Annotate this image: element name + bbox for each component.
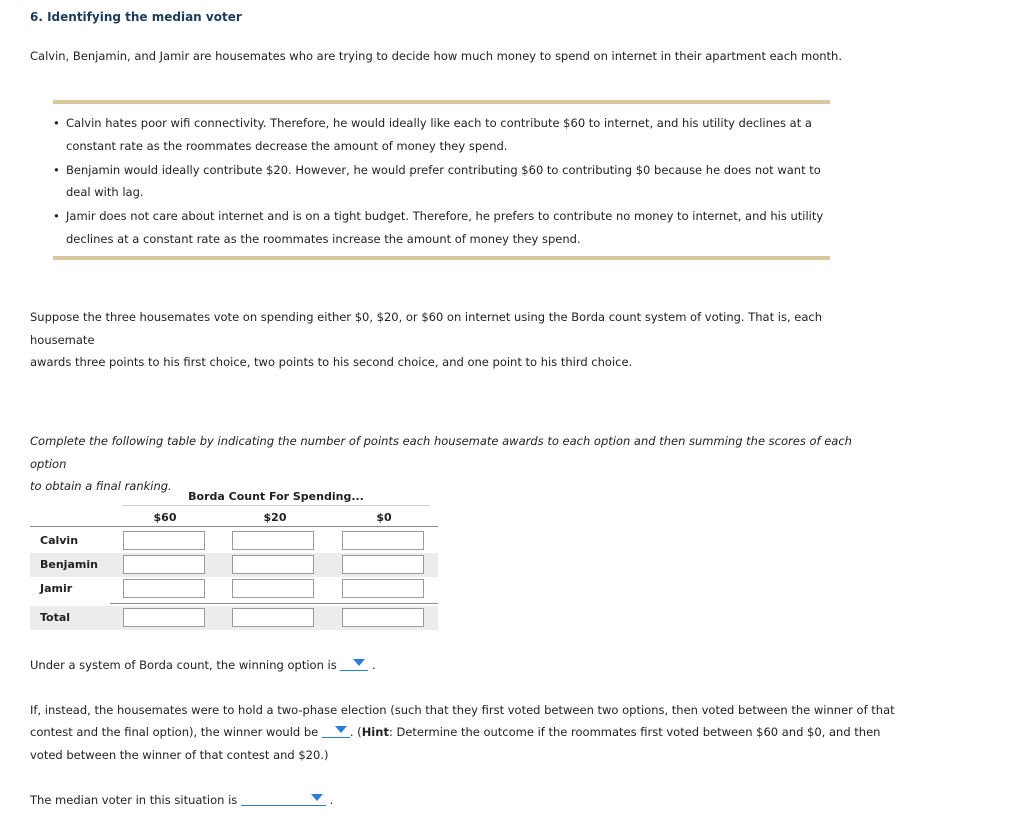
calvin-0-input[interactable]: [342, 531, 424, 550]
row-label-benjamin: Benjamin: [40, 558, 98, 571]
median-voter-text: The median voter in this situation is: [30, 793, 238, 807]
preference-benjamin: [53, 159, 830, 204]
borda-description-line2: awards three points to his first choice, two points to his second choice, and one point to his third choice.: [30, 355, 633, 369]
scenario-bottom-rule: [53, 256, 830, 260]
jamir-0-input[interactable]: [342, 579, 424, 598]
table-row-benjamin: [30, 553, 438, 577]
borda-winner-dropdown[interactable]: [340, 657, 368, 671]
column-header-60: $60: [153, 511, 177, 524]
borda-winner-period: .: [372, 658, 376, 672]
chevron-down-icon: [335, 726, 347, 733]
table-instructions-line2: to obtain a final ranking.: [30, 479, 172, 493]
two-phase-question-line3: voted between the winner of that contest and $20.): [30, 748, 329, 762]
benjamin-0-input[interactable]: [342, 555, 424, 574]
preference-benjamin-line1: Benjamin would ideally contribute $20. However, he would prefer contributing $60 to contributing $0 because he does not want to: [66, 162, 821, 177]
preference-jamir-line2: declines at a constant rate as the roommates increase the amount of money they spend.: [66, 231, 581, 246]
preference-calvin-line1: Calvin hates poor wifi connectivity. Therefore, he would ideally like each to contribute $60 to internet, and his utility declines at a: [66, 116, 812, 130]
two-phase-question-line1: If, instead, the housemates were to hold a two-phase election (such that they first voted between two options, then voted between the winner of that: [30, 703, 895, 717]
scenario-top-rule: [53, 100, 830, 104]
column-header-20: $20: [263, 511, 287, 524]
jamir-20-input[interactable]: [232, 579, 314, 598]
two-phase-question-line2: [30, 721, 880, 744]
table-instructions: [30, 430, 890, 498]
two-phase-text: contest and the final option), the winner would be: [30, 725, 319, 739]
borda-table-header: Borda Count For Spending...: [188, 490, 364, 503]
preference-calvin-line2: constant rate as the roommates decrease the amount of money they spend.: [66, 138, 508, 153]
borda-winner-question: [30, 654, 376, 677]
table-row-calvin: [30, 529, 438, 553]
total-60-input[interactable]: [123, 608, 205, 627]
calvin-60-input[interactable]: [123, 531, 205, 550]
benjamin-60-input[interactable]: [123, 555, 205, 574]
chevron-down-icon: [353, 659, 365, 666]
hint-label: Hint: [361, 725, 389, 739]
total-0-input[interactable]: [342, 608, 424, 627]
median-voter-period: .: [329, 793, 334, 807]
preference-list: [53, 112, 830, 252]
borda-winner-text: Under a system of Borda count, the winning option is: [30, 658, 337, 672]
median-voter-dropdown[interactable]: [241, 792, 326, 806]
preference-jamir: [53, 205, 830, 250]
calvin-20-input[interactable]: [232, 531, 314, 550]
borda-description: [30, 306, 890, 374]
two-phase-winner-dropdown[interactable]: [322, 724, 350, 738]
column-header-divider: [30, 526, 438, 527]
column-header-0: $0: [376, 511, 392, 524]
total-divider: [110, 603, 438, 604]
table-instructions-line1: Complete the following table by indicating the number of points each housemate awards to each option and then summing the scores of each option: [30, 434, 852, 471]
intro-text: Calvin, Benjamin, and Jamir are housemates who are trying to decide how much money to spend on internet in their apartment each month.: [30, 49, 842, 63]
hint-text: : Determine the outcome if the roommates first voted between $60 and $0, and then: [388, 725, 881, 739]
jamir-60-input[interactable]: [123, 579, 205, 598]
row-label-jamir: Jamir: [40, 582, 73, 595]
preference-calvin: [53, 112, 830, 157]
chevron-down-icon: [311, 794, 323, 801]
table-row-total: [30, 606, 438, 630]
borda-header-divider: [122, 505, 430, 506]
total-20-input[interactable]: [232, 608, 314, 627]
row-label-total: Total: [40, 611, 71, 624]
benjamin-20-input[interactable]: [232, 555, 314, 574]
two-phase-after: . (: [349, 725, 362, 739]
median-voter-question: [30, 789, 333, 812]
preference-jamir-line1: Jamir does not care about internet and is on a tight budget. Therefore, he prefers to contribute no money to internet, and his utility: [66, 209, 824, 223]
borda-description-line1: Suppose the three housemates vote on spending either $0, $20, or $60 on internet using the Borda count system of voting. That is, each housemate: [30, 310, 823, 347]
row-label-calvin: Calvin: [40, 534, 79, 547]
question-title: 6. Identifying the median voter: [30, 10, 242, 24]
table-row-jamir: [30, 577, 438, 601]
preference-benjamin-line2: deal with lag.: [66, 185, 144, 199]
